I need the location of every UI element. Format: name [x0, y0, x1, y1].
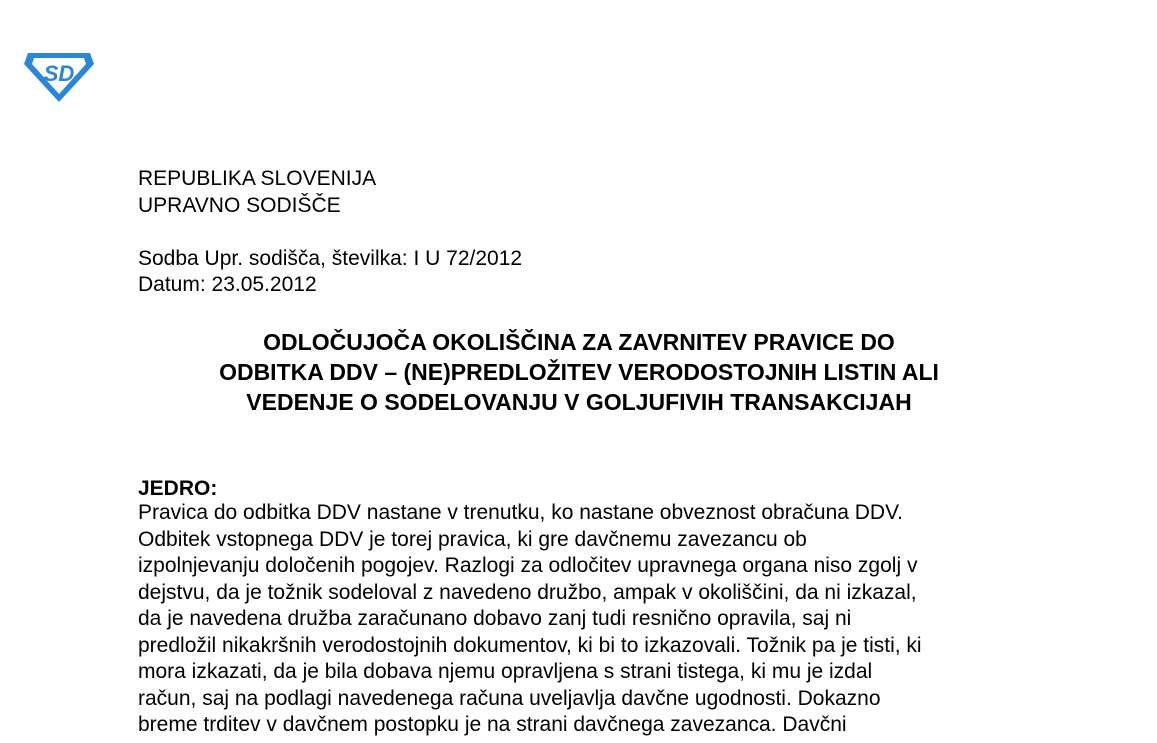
body-line: da je navedena družba zaračunano dobavo zanj tudi resnično opravila, saj ni [138, 607, 852, 630]
body-line: dejstvu, da je tožnik sodeloval z navedeno družbo, ampak v okoliščini, da ni izkazal, [138, 580, 917, 604]
case-date: Datum: 23.05.2012 [138, 273, 317, 296]
court-name: UPRAVNO SODIŠČE [138, 194, 341, 217]
document-title [138, 327, 1020, 417]
body-line: izpolnjevanju določenih pogojev. Razlogi za odločitev upravnega organa niso zgolj v [138, 554, 918, 577]
body-line: mora izkazati, da je bila dobava njemu opravljena s strani tistega, ki mu je izdal [138, 660, 873, 683]
body-line: Odbitek vstopnega DDV je torej pravica, ki gre davčnemu zavezancu ob [138, 527, 807, 551]
case-info [138, 246, 522, 298]
title-line: ODBITKA DDV – (NE)PREDLOŽITEV VERODOSTOJNIH LISTIN ALI [219, 359, 939, 385]
title-line: ODLOČUJOČA OKOLIŠČINA ZA ZAVRNITEV PRAVICE DO [263, 329, 895, 355]
section-heading: JEDRO: [138, 477, 218, 500]
body-line: breme trditev v davčnem postopku je na strani davčnega zavezanca. Davčni [138, 713, 847, 736]
sd-logo [22, 50, 96, 104]
section-body [138, 500, 1020, 739]
court-header [138, 165, 376, 219]
shield-logo-icon [22, 50, 96, 104]
case-number: Sodba Upr. sodišča, številka: I U 72/2012 [138, 247, 523, 270]
logo-text: SD [43, 61, 75, 86]
body-line: Pravica do odbitka DDV nastane v trenutku, ko nastane obveznost obračuna DDV. [138, 501, 904, 524]
body-line: predložil nikakršnih verodostojnih dokumentov, ki bi to izkazovali. Tožnik pa je tisti, ki [138, 633, 922, 657]
body-line: račun, saj na podlagi navedenega računa uveljavlja davčne ugodnosti. Dokazno [138, 686, 881, 710]
country-name: REPUBLIKA SLOVENIJA [138, 167, 377, 190]
title-line: VEDENJE O SODELOVANJU V GOLJUFIVIH TRANSAKCIJAH [246, 389, 912, 415]
